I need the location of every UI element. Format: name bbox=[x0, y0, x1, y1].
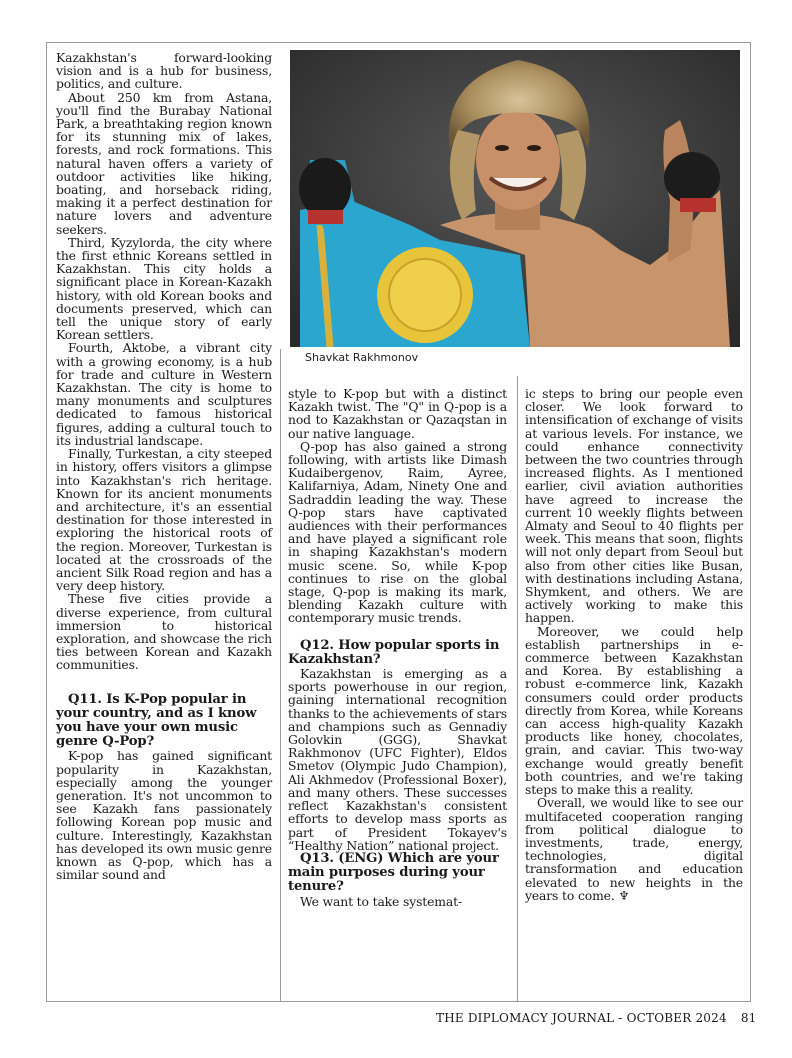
paragraph: style to K-pop but with a distinct Kazakh twist. The "Q" in Q-pop is a nod to Kazakhstan or Qazaqstan in our native language. bbox=[288, 386, 507, 441]
paragraph: About 250 km from Astana, you'll find the Burabay National Park, a breathtaking region known for its stunning mix of lakes, forests, and rock formations. This natural haven offers a variety of outdoor activities like hiking, boating, and horseback riding, making it a perfect destination for nature lovers and adventure seekers. bbox=[56, 89, 272, 237]
column-rule-1 bbox=[280, 349, 281, 1002]
paragraph: Kazakhstan's forward-looking vision and is a hub for business, politics, and culture. bbox=[56, 50, 272, 92]
paragraph: K-pop has gained significant popularity in Kazakhstan, especially among the younger generation. It's not uncommon to see Kazakh fans passionately following Korean pop music and culture. Interestingly, Kazakhstan has developed its own music genre known as Q-pop, which has a similar sound and bbox=[56, 748, 272, 883]
article-column-1 bbox=[56, 51, 272, 881]
paragraph: Fourth, Aktobe, a vibrant city with a growing economy, is a hub for trade and culture in Western Kazakhstan. The city is home to many monuments and sculptures dedicated to famous historical figures, adding a cultural touch to its industrial landscape. bbox=[56, 340, 272, 448]
article-column-2 bbox=[288, 387, 507, 908]
page-number: 81 bbox=[740, 1011, 757, 1025]
question-heading-q12: Q12. How popular sports in Kazakhstan? bbox=[288, 637, 500, 667]
question-heading-q13: Q13. (ENG) Which are your main purposes during your tenure? bbox=[288, 850, 499, 895]
publication-name: THE DIPLOMACY JOURNAL - OCTOBER 2024 bbox=[436, 1011, 727, 1025]
paragraph: Finally, Turkestan, a city steeped in history, offers visitors a glimpse into Kazakhstan's rich heritage. Known for its ancient monuments and architecture, it's an essential destination for those interested in exploring the historical roots of the region. Moreover, Turkestan is located at the crossroads of the ancient Silk Road region and has a very deep history. bbox=[56, 446, 272, 594]
paragraph: We want to take systemat- bbox=[300, 893, 462, 909]
paragraph bbox=[525, 796, 743, 902]
paragraph: These five cities provide a diverse experience, from cultural immersion to historical exploration, and showcase the rich ties between Korean and Kazakh communities. bbox=[56, 591, 272, 673]
end-of-article-mark: ♆ bbox=[618, 887, 630, 903]
page-footer bbox=[436, 1011, 756, 1025]
paragraph: Kazakhstan is emerging as a sports powerhouse in our region, gaining international recognition thanks to the achievements of stars and champions such as Gennadiy Golovkin (GGG), Shavkat Rakhmonov (UFC Fighter), Eldos Smetov (Olympic Judo Champion), Ali Akhmedov (Professional Boxer), and many others. These successes reflect Kazakhstan's consistent efforts to develop mass sports as part of President Tokayev's “Healthy Nation” national project. bbox=[288, 666, 507, 853]
article-column-3 bbox=[525, 387, 743, 902]
paragraph: Moreover, we could help establish partnerships in e-commerce between Kazakhstan and Korea. By establishing a robust e-commerce link, Kazakh consumers could order products directly from Korea, while Koreans can access high-quality Kazakh products like honey, chocolates, grain, and caviar. This two-way exchange would greatly benefit both countries, and we're taking steps to make this a reality. bbox=[525, 623, 743, 798]
paragraph-text: Overall, we would like to see our multifaceted cooperation ranging from political dialogue to investments, trade, energy, technologies, digital transformation and education elevated to new heights in the years to come. bbox=[525, 795, 743, 903]
paragraph: ic steps to bring our people even closer. We look forward to intensification of exchange of visits at various levels. For instance, we could enhance connectivity between the two countries through increased flights. As I mentioned earlier, civil aviation authorities have agreed to increase the current 10 weekly flights between Almaty and Seoul to 40 flights per week. This means that soon, flights will not only depart from Seoul but also from other cities like Busan, with destinations including Astana, Shymkent, and others. We are actively working to make this happen. bbox=[525, 386, 743, 626]
column-rule-2 bbox=[517, 376, 518, 1002]
paragraph: Third, Kyzylorda, the city where the first ethnic Koreans settled in Kazakhstan. This city holds a significant place in Korean-Kazakh history, with old Korean books and documents preserved, which can tell the unique story of early Korean settlers. bbox=[56, 234, 272, 343]
portrait-photo bbox=[290, 50, 740, 347]
question-heading-q11: Q11. Is K-Pop popular in your country, and as I know you have your own music genre Q-Pop? bbox=[56, 691, 257, 750]
photo-caption: Shavkat Rakhmonov bbox=[305, 351, 419, 364]
fighter-portrait-illustration bbox=[290, 50, 740, 347]
paragraph: Q-pop has also gained a strong following, with artists like Dimash Kudaibergenov, Raim, Ayree, Kalifarniya, Adam, Ninety One and Sadraddin leading the way. These Q-pop stars have captivated audiences with their performances and have played a significant role in shaping Kazakhstan's modern music scene. So, while K-pop continues to rise on the global stage, Q-pop is making its mark, blending Kazakh culture with contemporary music trends. bbox=[288, 438, 507, 626]
